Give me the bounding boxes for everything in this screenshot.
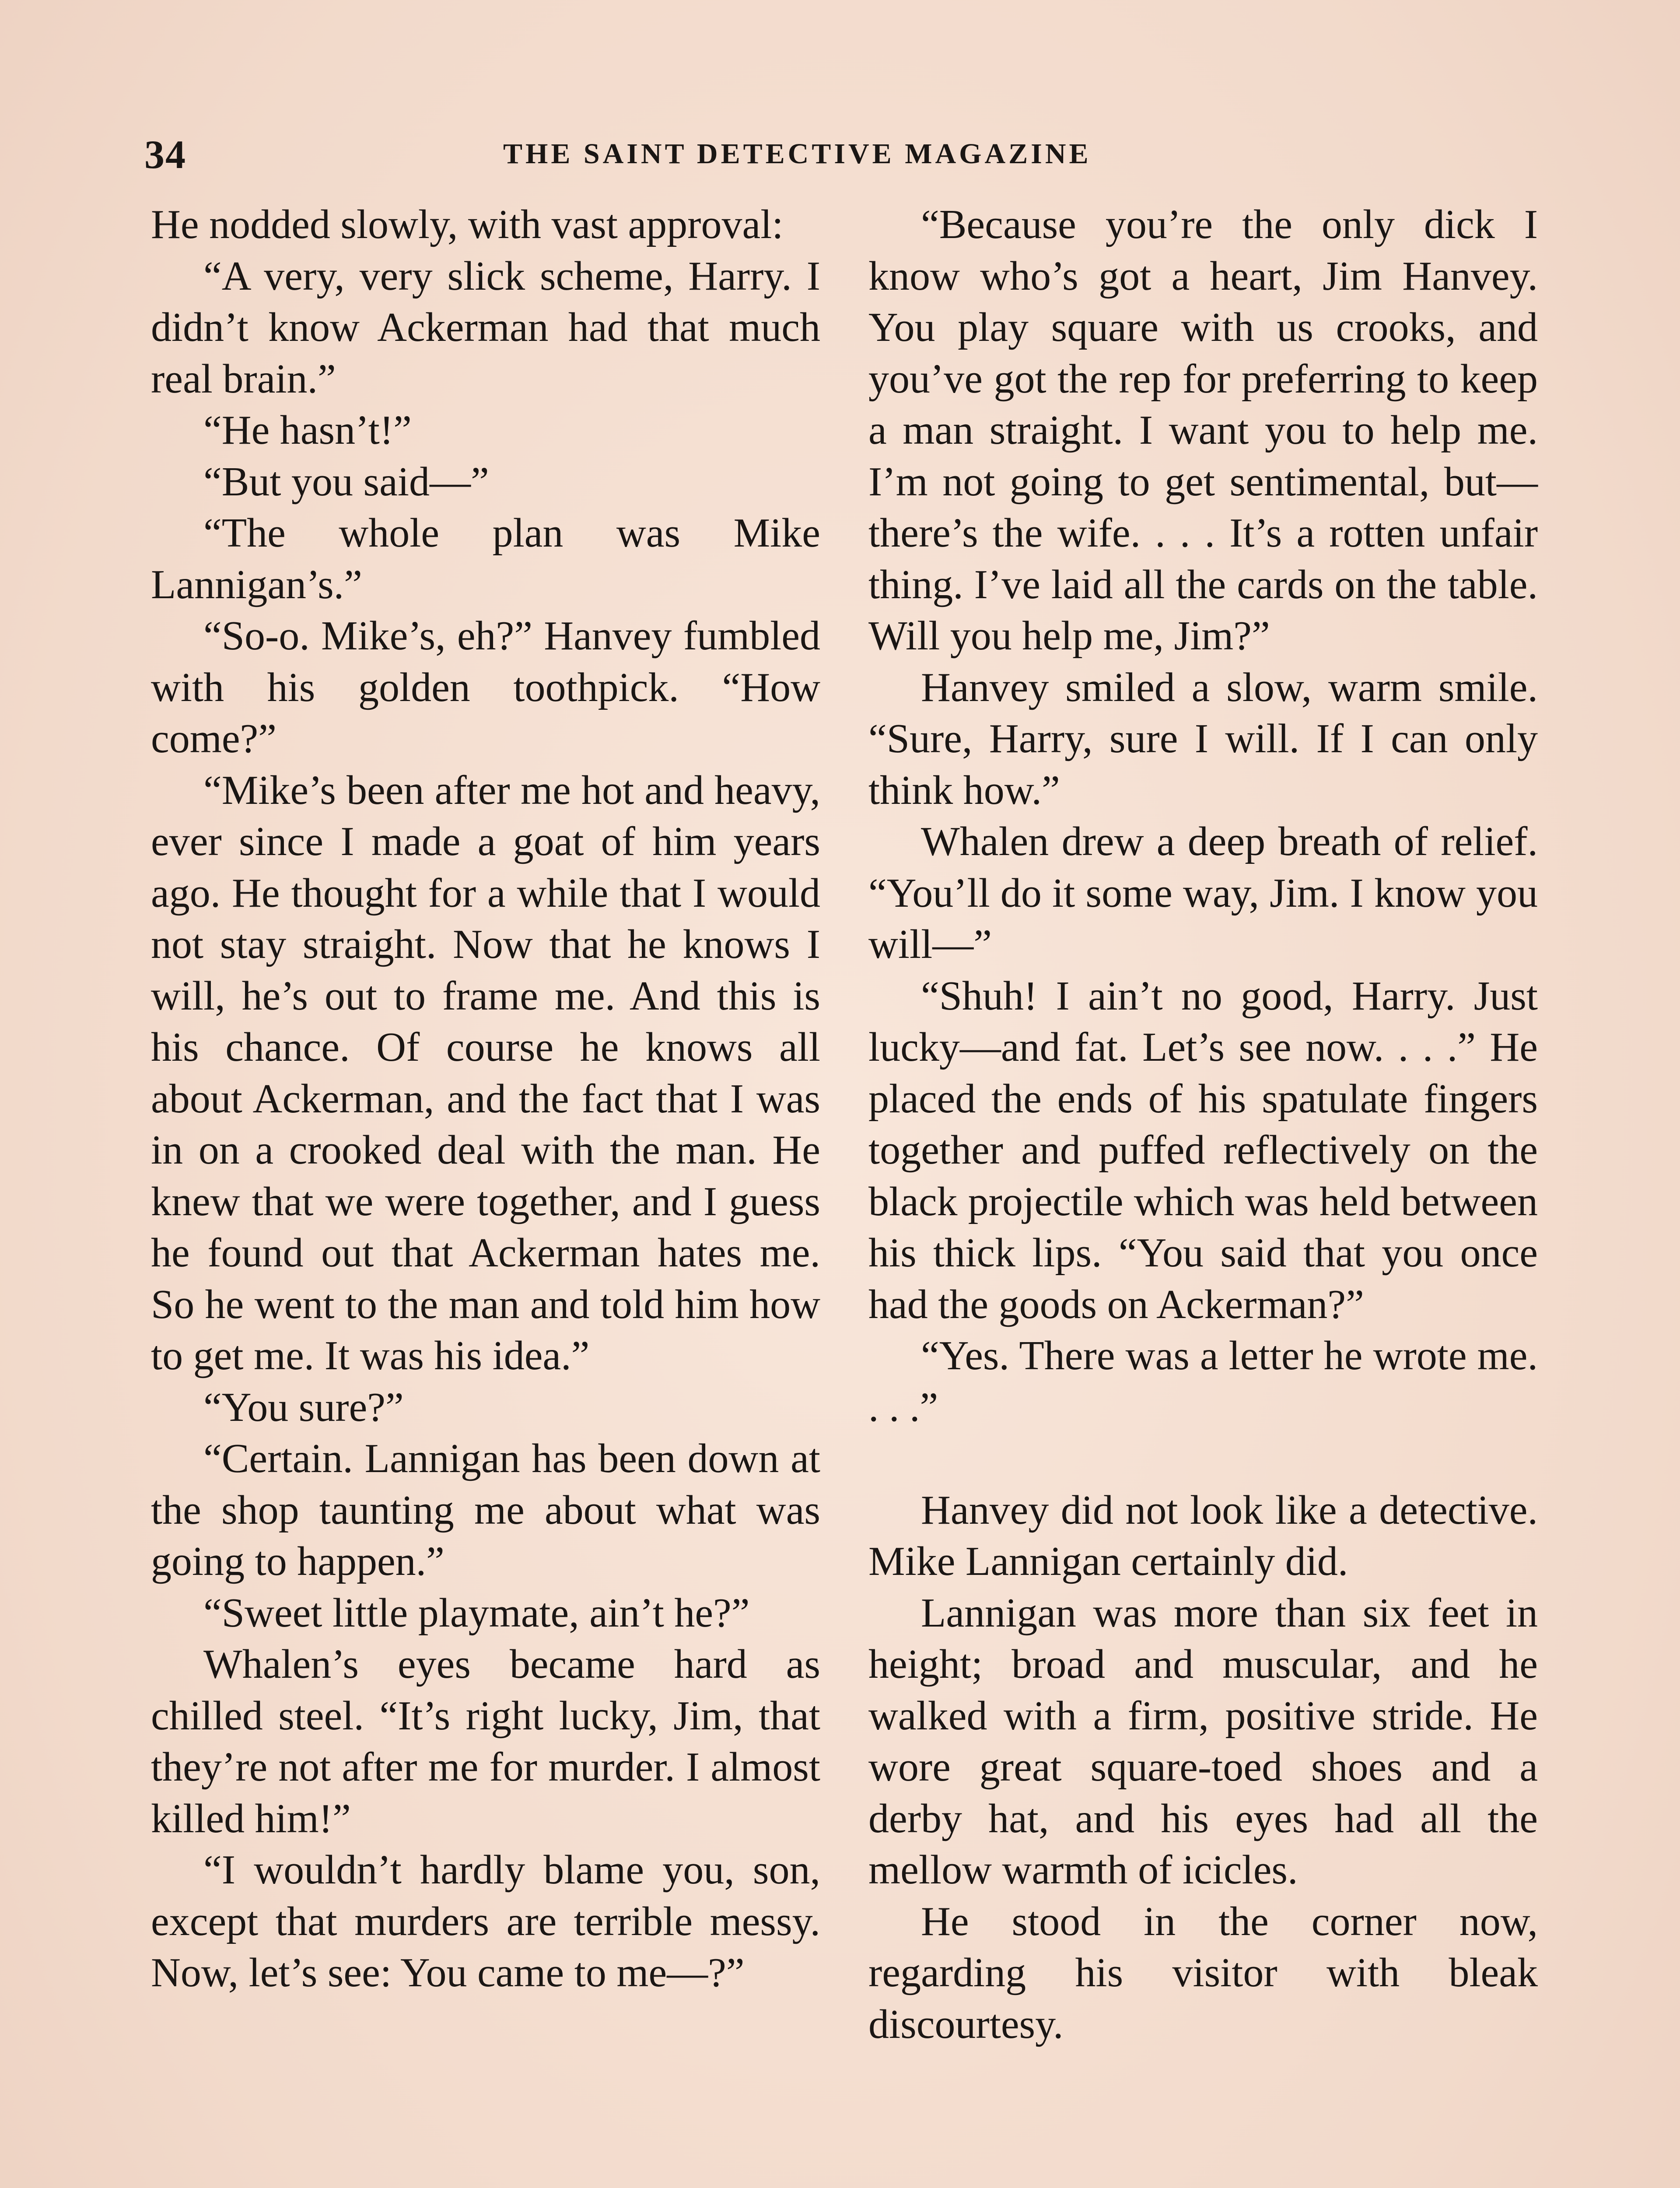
paragraph: Whalen drew a deep breath of relief. “You’ll do it some way, Jim. I know you will—” <box>868 819 1538 967</box>
paragraph: “He hasn’t!” <box>203 407 412 453</box>
paragraph: “A very, very slick scheme, Harry. I didn’t know Ackerman had that much real brain.” <box>151 253 820 402</box>
left-column <box>151 199 820 1999</box>
paragraph: “Certain. Lannigan has been down at the shop taunting me about what was going to happen.” <box>151 1436 820 1584</box>
paragraph: “Because you’re the only dick I know who’s got a heart, Jim Hanvey. You play square with us crooks, and you’ve got the rep for preferring to keep a man straight. I want you to help me. I’m not going to get sentimental, but—there’s the wife. . . . It’s a rotten unfair thing. I’ve laid all the cards on the table. Will you help me, Jim?” <box>868 202 1538 659</box>
paragraph: “Shuh! I ain’t no good, Harry. Just lucky—and fat. Let’s see now. . . .” He placed the ends of his spatulate fingers together and puffed reflectively on the black projectile which was held between his thick lips. “You said that you once had the goods on Ackerman?” <box>868 973 1538 1327</box>
paragraph: “But you said—” <box>203 459 489 505</box>
paragraph: Hanvey smiled a slow, warm smile. “Sure, Harry, sure I will. If I can only think how.” <box>868 664 1538 813</box>
paragraph: “You sure?” <box>203 1384 404 1430</box>
paragraph: Lannigan was more than six feet in height; broad and muscular, and he walked with a firm, positive stride. He wore great square-toed shoes and a derby hat, and his eyes had all the mellow warmth of icicles. <box>868 1590 1538 1893</box>
paragraph: “Mike’s been after me hot and heavy, ever since I made a goat of him years ago. He thought for a while that I would not stay straight. Now that he knows I will, he’s out to frame me. And this is his chance. Of course he knows all about Ackerman, and the fact that I was in on a crooked deal with the man. He knew that we were together, and I guess he found out that Ackerman hates me. So he went to the man and told him how to get me. It was his idea.” <box>151 767 820 1378</box>
paragraph: “Sweet little playmate, ain’t he?” <box>203 1590 750 1636</box>
paragraph: “Yes. There was a letter he wrote me. . . .” <box>868 1333 1538 1430</box>
paragraph: He stood in the corner now, regarding his visitor with bleak discourtesy. <box>868 1898 1538 2047</box>
paragraph: “The whole plan was Mike Lannigan’s.” <box>151 510 820 607</box>
page-header <box>144 131 1544 184</box>
right-column <box>868 199 1538 2050</box>
paragraph: “I wouldn’t hardly blame you, son, except that murders are terrible messy. Now, let’s see: You came to me—?” <box>151 1847 820 1995</box>
paragraph: “So-o. Mike’s, eh?” Hanvey fumbled with his golden toothpick. “How come?” <box>151 613 820 761</box>
paragraph: He nodded slowly, with vast approval: <box>151 202 784 247</box>
paragraph: Hanvey did not look like a detective. Mike Lannigan certainly did. <box>868 1487 1538 1584</box>
paragraph: Whalen’s eyes became hard as chilled steel. “It’s right lucky, Jim, that they’re not after me for murder. I almost killed him!” <box>151 1641 820 1841</box>
page-number: 34 <box>144 132 186 177</box>
running-head: THE SAINT DETECTIVE MAGAZINE <box>503 138 1092 170</box>
